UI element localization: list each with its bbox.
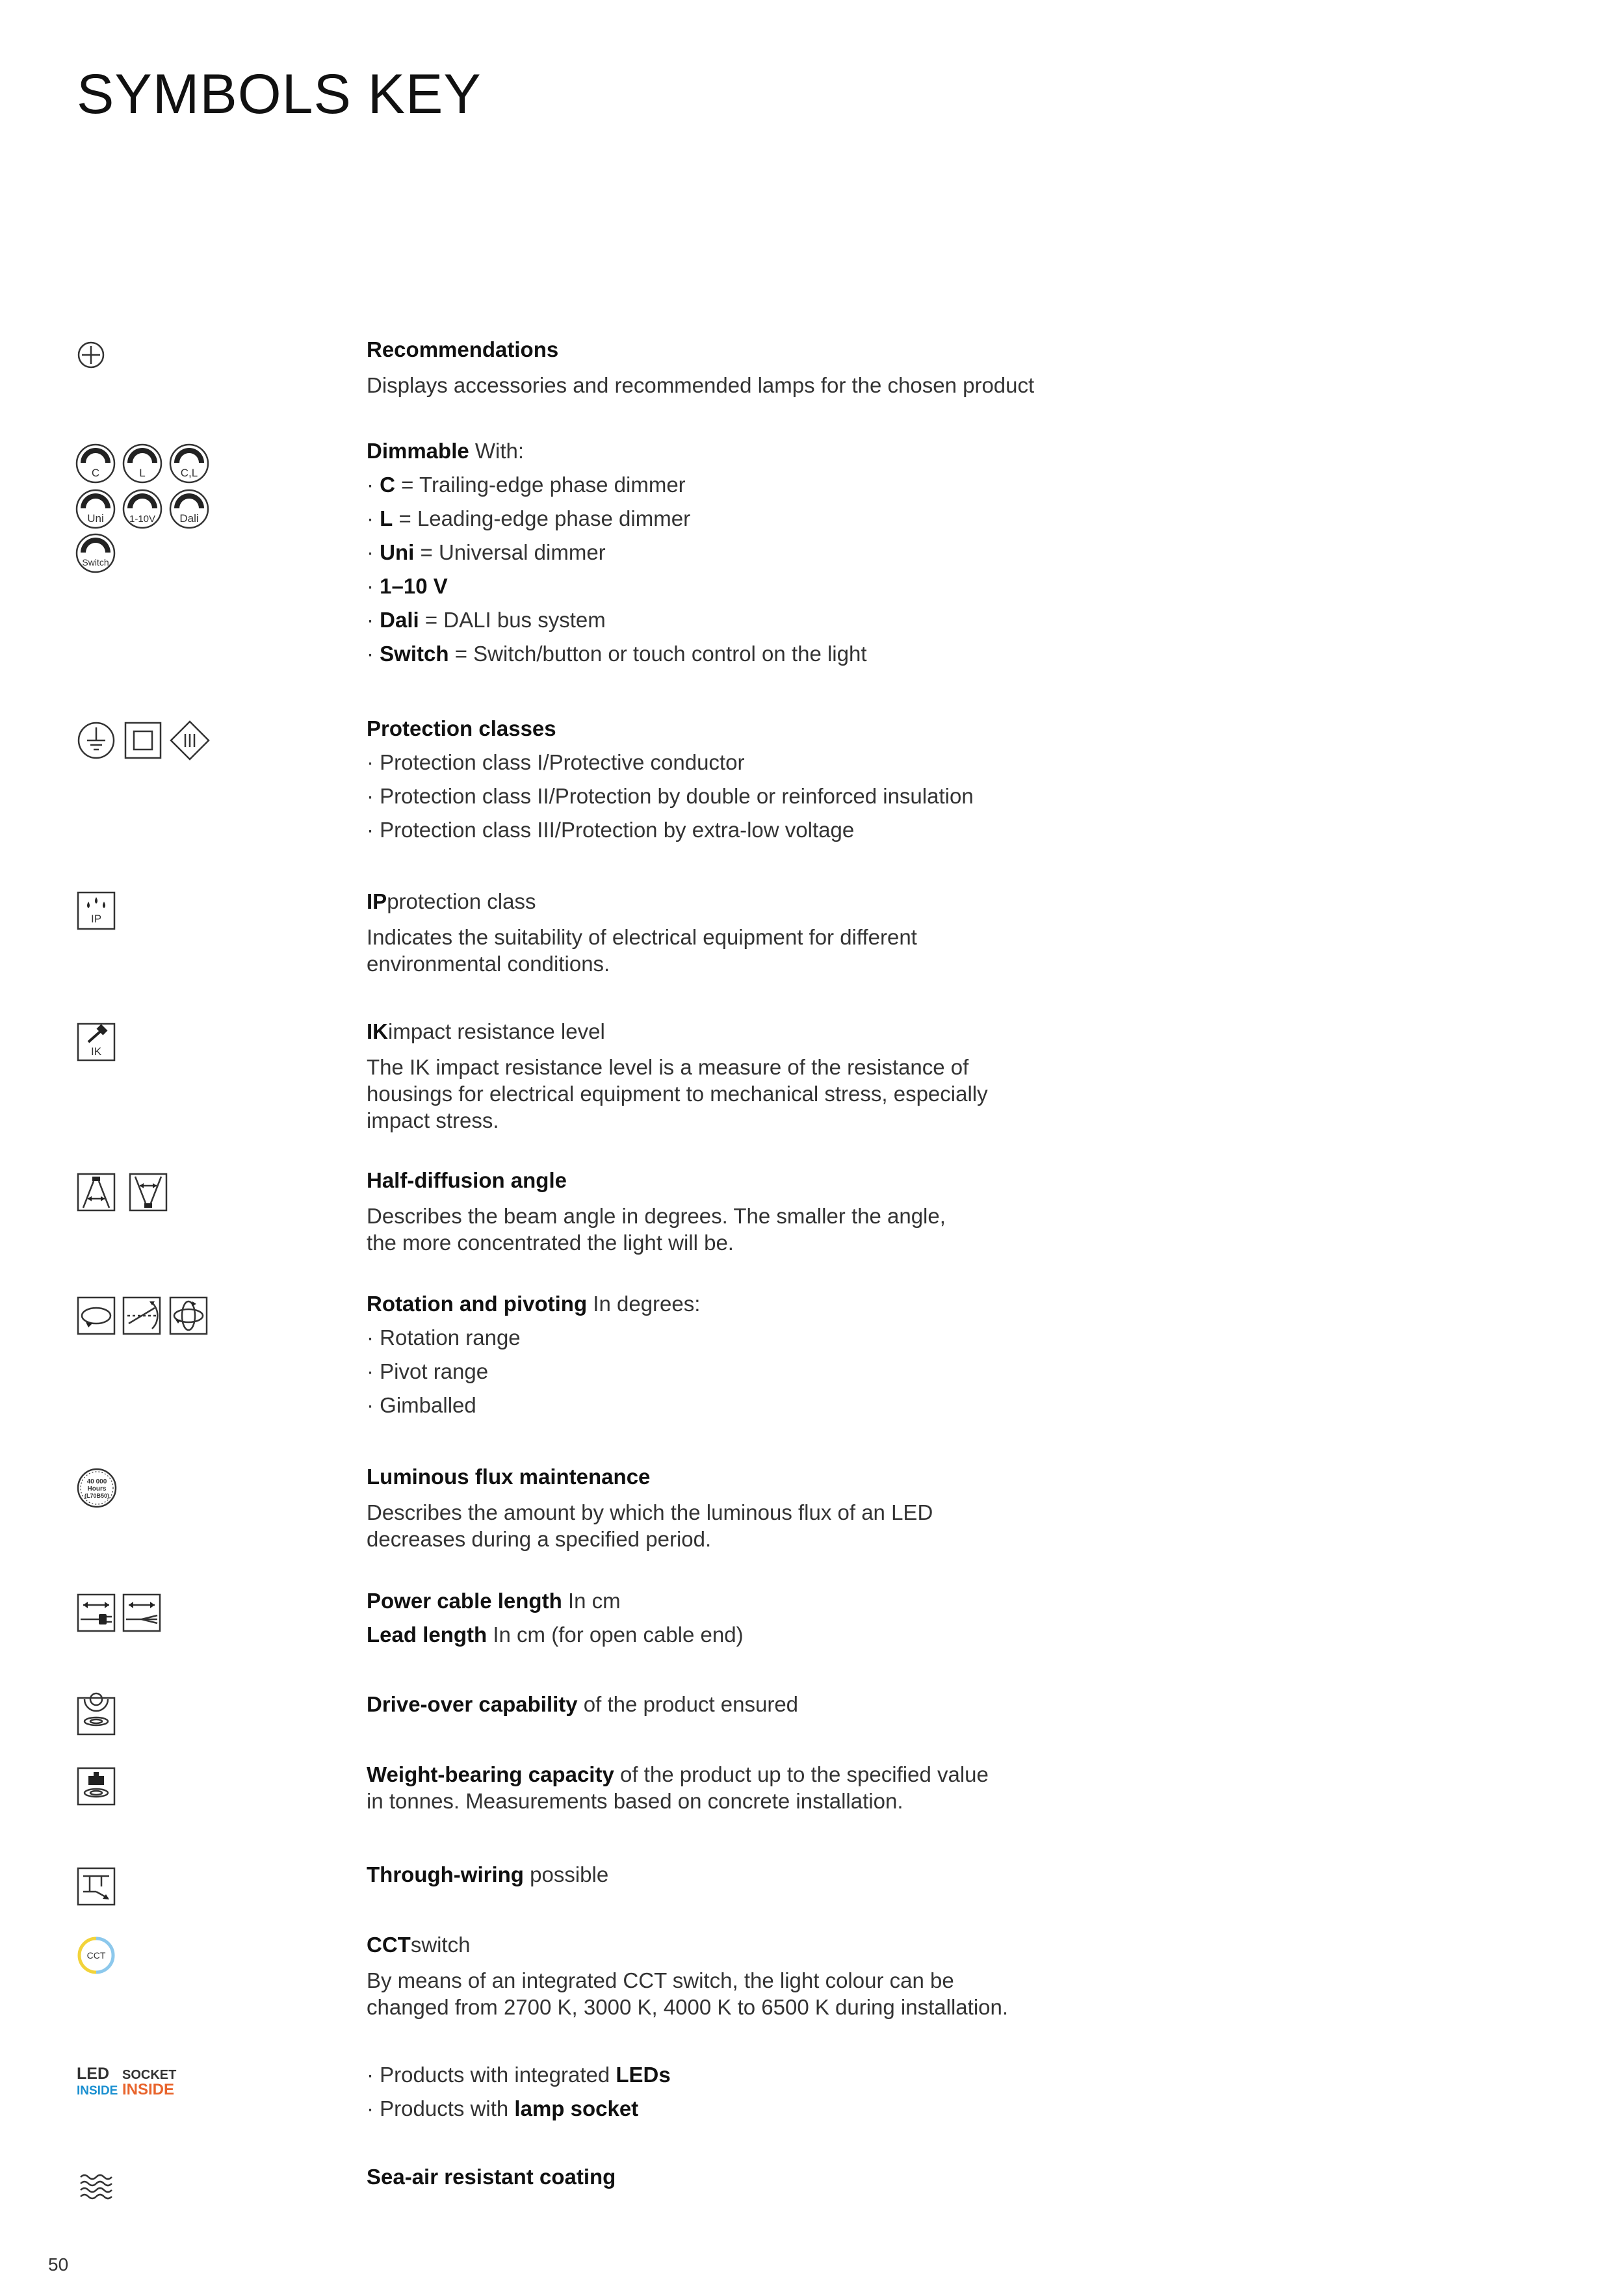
flux-desc-2: decreases during a specified period.: [367, 1527, 712, 1551]
cct-desc-2: changed from 2700 K, 3000 K, 4000 K to 6500 K during installation.: [367, 1995, 1009, 2019]
drive-over-title: Drive-over capability: [367, 1692, 578, 1716]
cct-title: CCT: [367, 1933, 411, 1957]
rotation-range-icon: [77, 1296, 116, 1335]
recommendations-title: Recommendations: [367, 337, 559, 361]
list-item: · 1–10 V: [367, 574, 448, 598]
dimmer-dali-icon: [169, 489, 209, 529]
led-inside: INSIDE: [77, 2084, 118, 2098]
flux-label-2: Hours: [87, 1485, 107, 1493]
list-item: · Protection class III/Protection by extra-low voltage: [367, 818, 855, 842]
through-wiring-title: Through-wiring: [367, 1862, 524, 1886]
cct-label: CCT: [86, 1950, 106, 1961]
half-diffusion-title: Half-diffusion angle: [367, 1168, 567, 1192]
ip-desc-2: environmental conditions.: [367, 952, 610, 976]
flux-label-3: (L70B50): [84, 1493, 110, 1499]
led-inside-logo-icon: [77, 2065, 120, 2098]
flux-desc-1: Describes the amount by which the luminous flux of an LED: [367, 1500, 933, 1524]
beam-angle-down-icon: [129, 1173, 168, 1212]
protection-class-3-icon: [169, 720, 211, 761]
protection-class-1-icon: [77, 721, 116, 760]
rotation-suffix: In degrees:: [587, 1292, 701, 1316]
ip-label: IP: [90, 913, 102, 925]
dimmer-switch-icon: [75, 533, 116, 573]
cct-switch-icon: [77, 1936, 116, 1975]
recommendations-desc: Displays accessories and recommended lamps for the chosen product: [367, 373, 1035, 397]
ik-hammer-icon: [77, 1023, 116, 1062]
dimmer-cl-label: C,L: [180, 467, 198, 479]
rotation-title: Rotation and pivoting: [367, 1292, 588, 1316]
dimmable-suffix: With:: [469, 439, 525, 463]
dimmer-dali-label: Dali: [179, 512, 199, 525]
ik-desc-1: The IK impact resistance level is a measure of the resistance of: [367, 1055, 969, 1079]
gimballed-icon: [169, 1296, 208, 1335]
page-title: SYMBOLS KEY: [77, 63, 482, 125]
ip-desc-1: Indicates the suitability of electrical equipment for different: [367, 925, 917, 949]
ik-title: IK: [367, 1019, 388, 1043]
list-item: · Protection class II/Protection by double or reinforced insulation: [367, 784, 974, 808]
dimmer-switch-label: Switch: [82, 557, 109, 567]
ip-droplets-icon: [77, 891, 116, 930]
dimmer-uni-label: Uni: [87, 512, 104, 525]
list-item: · Switch = Switch/button or touch control on the light: [367, 642, 867, 666]
list-item: · Pivot range: [367, 1359, 489, 1383]
weight-suffix: of the product up to the specified value: [614, 1762, 989, 1786]
drive-over-wheel-icon: [77, 1697, 116, 1736]
page-number: 50: [48, 2254, 69, 2275]
sea-air-title: Sea-air resistant coating: [367, 2165, 616, 2189]
weight-title: Weight-bearing capacity: [367, 1762, 614, 1786]
beam-angle-up-icon: [77, 1173, 116, 1212]
sea-waves-icon: [78, 2172, 114, 2200]
list-item: · Gimballed: [367, 1393, 476, 1417]
list-item: · Dali = DALI bus system: [367, 608, 606, 632]
dimmer-1-10v-label: 1-10V: [129, 514, 156, 525]
through-wiring-icon: [77, 1867, 116, 1906]
dimmer-uni-icon: [75, 489, 116, 529]
led-word: LED: [77, 2065, 109, 2083]
through-wiring-suffix: possible: [523, 1862, 609, 1886]
power-cable-title: Power cable length: [367, 1589, 562, 1613]
lead-length-icon: [122, 1593, 161, 1632]
pivot-range-icon: [122, 1296, 161, 1335]
protection-title: Protection classes: [367, 716, 556, 740]
cct-desc-1: By means of an integrated CCT switch, the light colour can be: [367, 1968, 954, 1992]
dimmer-cl-icon: [169, 443, 209, 484]
socket-inside: INSIDE: [122, 2081, 175, 2098]
dimmer-1-10v-icon: [122, 489, 162, 529]
ik-desc-3: impact stress.: [367, 1108, 499, 1132]
socket-word: SOCKET: [122, 2068, 177, 2082]
dimmer-l-label: L: [139, 467, 146, 479]
flux-label-1: 40 000: [86, 1478, 107, 1485]
socket-inside-logo-icon: [122, 2065, 185, 2098]
list-item: · Products with lamp socket: [367, 2096, 639, 2120]
ik-suffix: impact resistance level: [388, 1019, 605, 1043]
dimmer-c-icon: [75, 443, 116, 484]
drive-over-suffix: of the product ensured: [577, 1692, 799, 1716]
cct-suffix: switch: [410, 1933, 471, 1957]
dimmer-l-icon: [122, 443, 162, 484]
lead-length-suffix: In cm (for open cable end): [487, 1623, 744, 1647]
weight-desc-2: in tonnes. Measurements based on concrete installation.: [367, 1789, 903, 1813]
ik-desc-2: housings for electrical equipment to mechanical stress, especially: [367, 1082, 988, 1106]
dimmable-title: Dimmable: [367, 439, 469, 463]
dimmer-c-label: C: [91, 467, 100, 479]
protection-class-2-icon: [123, 721, 162, 760]
flux-title: Luminous flux maintenance: [367, 1465, 651, 1489]
flux-hours-icon: [77, 1468, 117, 1508]
lead-length-title: Lead length: [367, 1623, 487, 1647]
ip-suffix: protection class: [387, 889, 536, 913]
list-item: · C = Trailing-edge phase dimmer: [367, 473, 686, 497]
list-item: · Protection class I/Protective conductor: [367, 750, 745, 774]
ik-label: IK: [90, 1045, 102, 1058]
half-diffusion-desc-2: the more concentrated the light will be.: [367, 1231, 734, 1255]
power-cable-suffix: In cm: [562, 1589, 621, 1613]
list-item: · Uni = Universal dimmer: [367, 540, 606, 564]
plus-circle-icon: [77, 341, 105, 369]
list-item: · Rotation range: [367, 1325, 521, 1350]
weight-bearing-icon: [77, 1767, 116, 1806]
ip-title: IP: [367, 889, 387, 913]
half-diffusion-desc-1: Describes the beam angle in degrees. The smaller the angle,: [367, 1204, 946, 1228]
power-cable-length-icon: [77, 1593, 116, 1632]
list-item: · L = Leading-edge phase dimmer: [367, 506, 691, 530]
list-item: · Products with integrated LEDs: [367, 2063, 671, 2087]
